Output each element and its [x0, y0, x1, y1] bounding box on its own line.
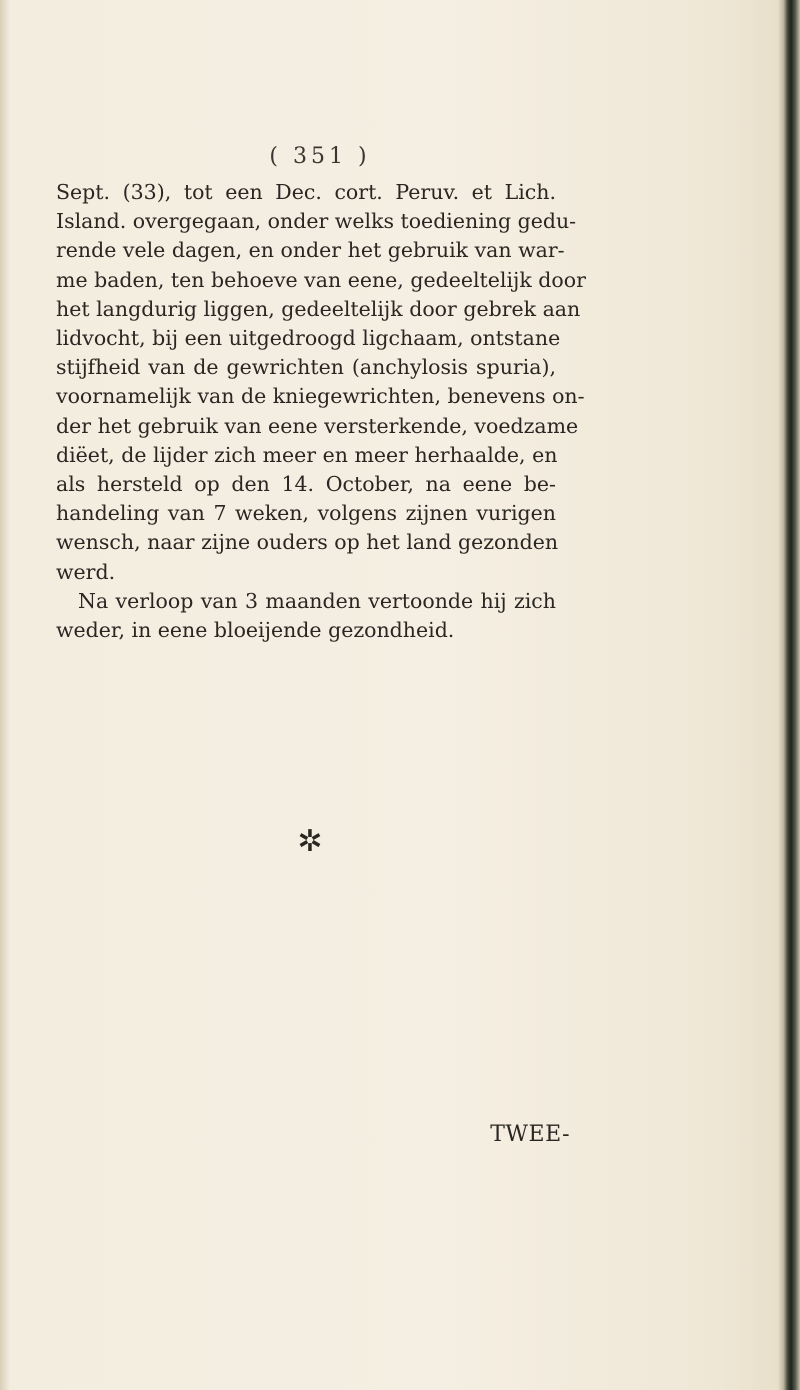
text-line: werd.	[56, 559, 116, 584]
page-binding-edge	[778, 0, 800, 1390]
text-line: voornamelijk van de kniegewrichten, benevens on-	[56, 384, 585, 409]
text-line: me baden, ten behoeve van eene, gedeeltelijk door	[56, 267, 586, 292]
text-line: Island. overgegaan, onder welks toediening gedu-	[56, 209, 577, 234]
text-line: stijfheid van de gewrichten (anchylosis spuria),	[56, 355, 556, 380]
catchword: TWEE-	[490, 1122, 570, 1147]
text-line: lidvocht, bij een uitgedroogd ligchaam, ontstane	[56, 326, 561, 351]
page-number: ( 351 )	[269, 144, 371, 169]
page-gutter-shadow	[0, 0, 10, 1390]
text-line: der het gebruik van eene versterkende, voedzame	[56, 413, 579, 438]
text-line: rende vele dagen, en onder het gebruik van war-	[56, 238, 565, 263]
text-line: diëet, de lijder zich meer en meer herhaalde, en	[56, 442, 558, 467]
text-line: weder, in eene bloeijende gezondheid.	[56, 618, 455, 643]
text-line: Sept. (33), tot een Dec. cort. Peruv. et Lich.	[56, 180, 556, 204]
asterism-ornament: ✲	[297, 824, 323, 859]
text-line: het langdurig liggen, gedeeltelijk door gebrek aan	[56, 296, 581, 321]
body-text	[56, 178, 586, 645]
text-line: Na verloop van 3 maanden vertoonde hij zich	[78, 588, 556, 613]
text-line: wensch, naar zijne ouders op het land gezonden	[56, 530, 559, 555]
text-line: handeling van 7 weken, volgens zijnen vurigen	[56, 501, 556, 526]
text-line: als hersteld op den 14. October, na eene be-	[56, 472, 556, 497]
